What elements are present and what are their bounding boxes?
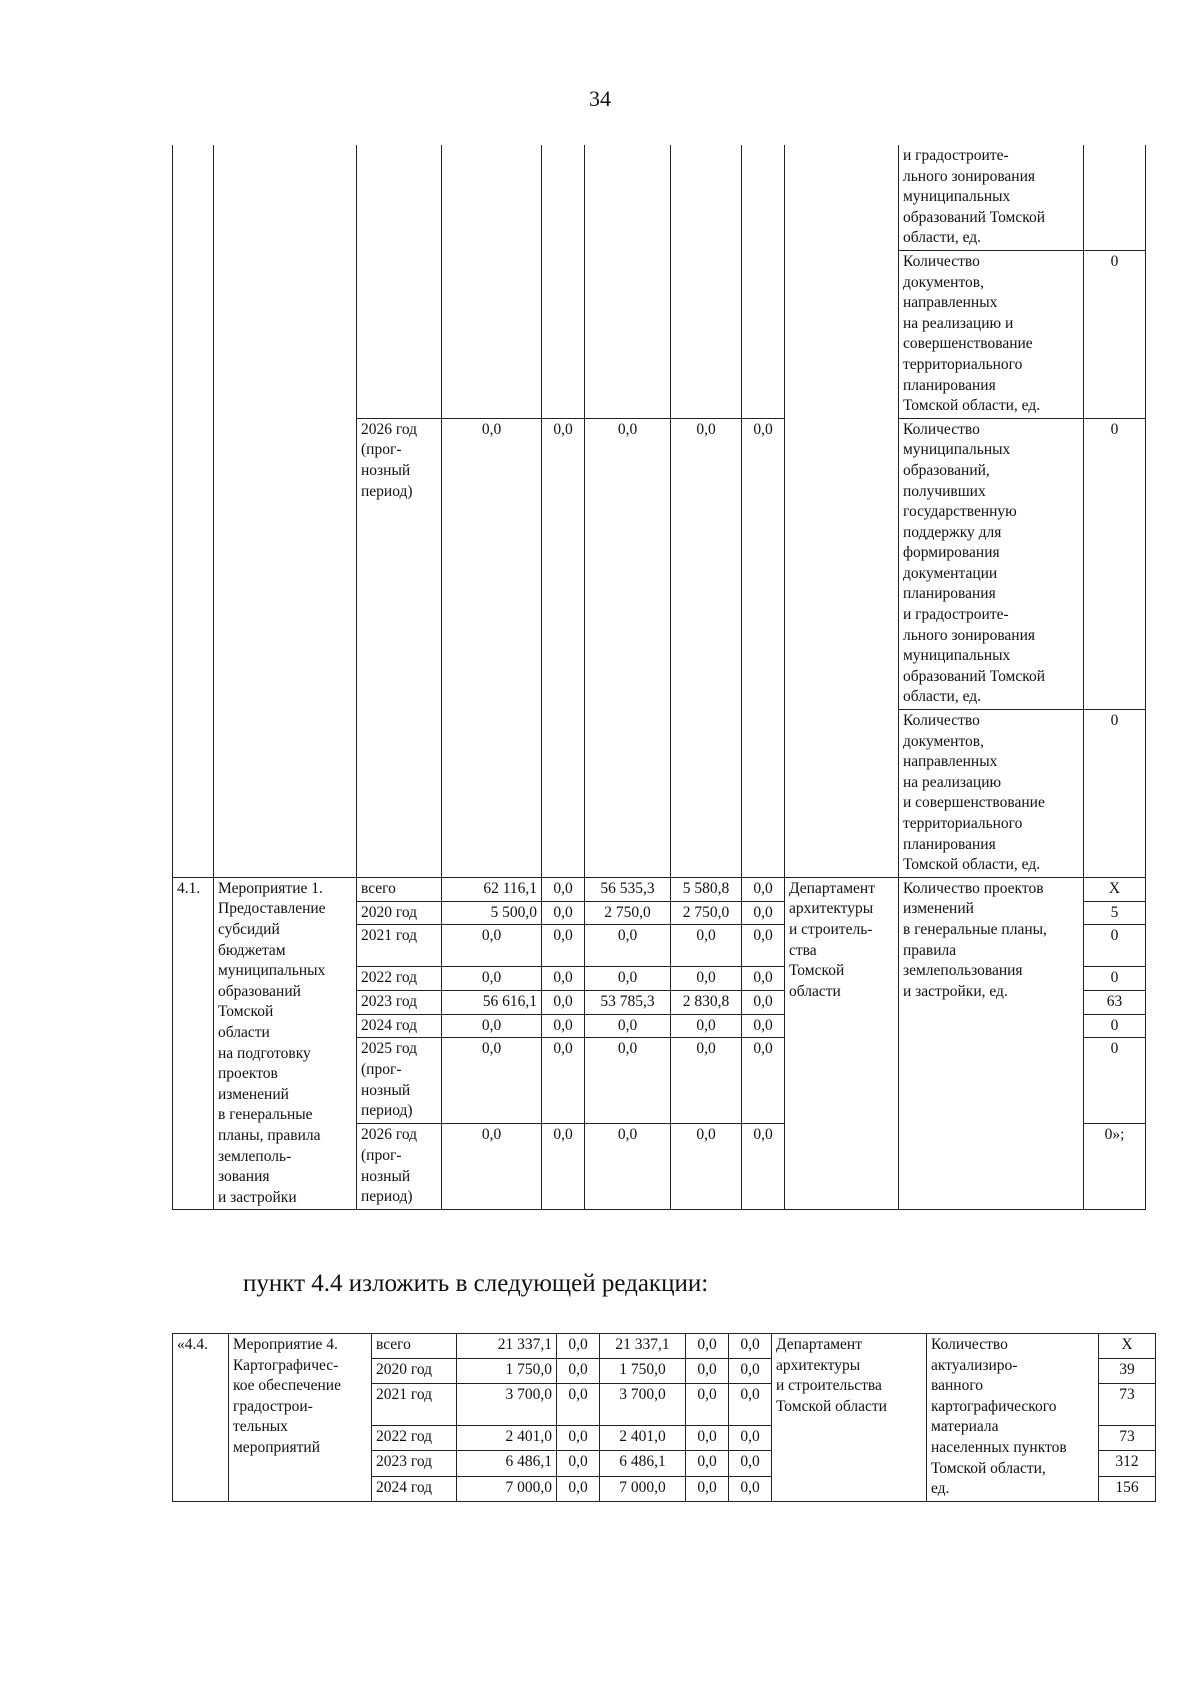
executor-cell [785,145,899,877]
year-label-cell: 2021 год [372,1384,457,1426]
local-cell: 5 580,8 [671,877,742,901]
other-cell: 0,0 [742,901,785,925]
indicator-value-cell [1084,145,1146,250]
federal-cell: 0,0 [557,1334,600,1359]
total-cell: 6 486,1 [457,1451,557,1476]
year-label-cell: 2022 год [357,967,442,991]
total-cell: 0,0 [442,1014,542,1038]
year-label-cell: всего [357,877,442,901]
item-number-cell [173,145,214,877]
target-cell: 0 [1084,1014,1146,1038]
indicator-value-cell: 0 [1084,250,1146,418]
local-cell: 0,0 [686,1476,729,1501]
target-cell: 63 [1084,990,1146,1014]
target-cell: 39 [1099,1359,1156,1384]
other-cell: 0,0 [729,1476,772,1501]
target-cell: 156 [1099,1476,1156,1501]
federal-cell: 0,0 [542,1124,585,1210]
year-label-cell: 2022 год [372,1426,457,1451]
item-number-cell: 4.1. [173,877,214,1210]
year-label-cell: 2023 год [357,990,442,1014]
total-cell: 1 750,0 [457,1359,557,1384]
local-cell: 0,0 [671,1014,742,1038]
regional-cell: 0,0 [585,1124,671,1210]
federal-cell: 0,0 [542,877,585,901]
federal-cell: 0,0 [542,1038,585,1124]
local-cell: 0,0 [686,1426,729,1451]
year-label-cell: 2020 год [372,1359,457,1384]
other-cell: 0,0 [742,1014,785,1038]
local-cell: 2 830,8 [671,990,742,1014]
page-number: 34 [589,86,611,111]
other-cell: 0,0 [742,1038,785,1124]
indicator-cell: Количество документов, направленных на реализацию и совершенствование территориального планирования Томской области, ед. [899,250,1084,418]
federal-cell: 0,0 [542,901,585,925]
amendment-instruction: пункт 4.4 изложить в следующей редакции: [243,1270,709,1297]
target-cell: 312 [1099,1451,1156,1476]
total-cell: 0,0 [442,1038,542,1124]
target-cell: 0»; [1084,1124,1146,1210]
other-cell: 0,0 [729,1426,772,1451]
regional-cell: 56 535,3 [585,877,671,901]
indicator-cell: Количество муниципальных образований, получивших государственную поддержку для формирования документации планирования и градостроите- льного зонирования муниципальных образований Томской области, ед. [899,418,1084,709]
total-cell: 56 616,1 [442,990,542,1014]
other-cell: 0,0 [742,990,785,1014]
target-cell: Х [1084,877,1146,901]
year-label-cell [357,145,442,418]
local-cell: 0,0 [671,1038,742,1124]
item-name-cell: Мероприятие 1. Предоставление субсидий бюджетам муниципальных образований Томской области на подготовку проектов изменений в генеральные планы, правила землеполь- зования и застройки [214,877,357,1210]
total-cell: 7 000,0 [457,1476,557,1501]
regional-cell: 1 750,0 [600,1359,686,1384]
other-cell: 0,0 [729,1334,772,1359]
indicator-value-cell: 0 [1084,710,1146,878]
year-label-cell: 2024 год [357,1014,442,1038]
local-cell: 0,0 [671,925,742,967]
local-cell: 0,0 [671,418,742,877]
year-label-cell: 2020 год [357,901,442,925]
indicator-value-cell: 0 [1084,418,1146,709]
total-cell: 0,0 [442,418,542,877]
federal-cell: 0,0 [557,1359,600,1384]
total-cell: 2 401,0 [457,1426,557,1451]
total-cell: 0,0 [442,925,542,967]
total-cell: 0,0 [442,1124,542,1210]
regional-cell: 2 401,0 [600,1426,686,1451]
local-cell: 0,0 [686,1451,729,1476]
local-cell: 0,0 [671,967,742,991]
federal-cell: 0,0 [557,1384,600,1426]
executor-cell: Департамент архитектуры и строительства Томской области [772,1334,927,1502]
regional-cell: 0,0 [585,1038,671,1124]
target-cell: 73 [1099,1426,1156,1451]
local-cell [671,145,742,418]
target-cell: 5 [1084,901,1146,925]
year-label-cell: 2024 год [372,1476,457,1501]
total-cell: 62 116,1 [442,877,542,901]
year-label-cell: всего [372,1334,457,1359]
federal-cell: 0,0 [557,1476,600,1501]
target-cell: 0 [1084,925,1146,967]
federal-cell [542,145,585,418]
item-name-cell [214,145,357,877]
local-cell: 0,0 [686,1359,729,1384]
federal-cell: 0,0 [557,1426,600,1451]
regional-cell: 0,0 [585,967,671,991]
other-cell: 0,0 [729,1359,772,1384]
local-cell: 0,0 [686,1384,729,1426]
table-row [173,145,1146,250]
federal-cell: 0,0 [542,1014,585,1038]
local-cell: 2 750,0 [671,901,742,925]
indicator-cell: Количество актуализиро- ванного картографического материала населенных пунктов Томской области, ед. [927,1334,1099,1502]
executor-cell: Департамент архитектуры и строитель- ства Томской области [785,877,899,1210]
regional-cell: 53 785,3 [585,990,671,1014]
target-cell: 73 [1099,1384,1156,1426]
target-cell: 0 [1084,967,1146,991]
local-cell: 0,0 [671,1124,742,1210]
federal-cell: 0,0 [542,990,585,1014]
regional-cell: 3 700,0 [600,1384,686,1426]
table-row [173,877,1146,901]
indicator-cell: Количество проектов изменений в генеральные планы, правила землепользования и застройки, ед. [899,877,1084,1210]
federal-cell: 0,0 [542,925,585,967]
regional-cell [585,145,671,418]
program-table-item-4-4 [172,1333,1156,1502]
regional-cell: 0,0 [585,1014,671,1038]
total-cell: 5 500,0 [442,901,542,925]
total-cell: 21 337,1 [457,1334,557,1359]
target-cell: 0 [1084,1038,1146,1124]
other-cell: 0,0 [742,877,785,901]
other-cell: 0,0 [742,1124,785,1210]
regional-cell: 7 000,0 [600,1476,686,1501]
year-label-cell: 2026 год (прог- нозный период) [357,418,442,877]
year-label-cell: 2021 год [357,925,442,967]
regional-cell: 0,0 [585,925,671,967]
total-cell: 0,0 [442,967,542,991]
local-cell: 0,0 [686,1334,729,1359]
indicator-cell: и градостроите- льного зонирования муниципальных образований Томской области, ед. [899,145,1084,250]
federal-cell: 0,0 [542,967,585,991]
regional-cell: 6 486,1 [600,1451,686,1476]
target-cell: Х [1099,1334,1156,1359]
regional-cell: 0,0 [585,418,671,877]
regional-cell: 21 337,1 [600,1334,686,1359]
other-cell: 0,0 [742,418,785,877]
total-cell [442,145,542,418]
program-table-continuation [172,145,1146,1210]
other-cell: 0,0 [742,967,785,991]
year-label-cell: 2023 год [372,1451,457,1476]
year-label-cell: 2025 год (прог- нозный период) [357,1038,442,1124]
other-cell [742,145,785,418]
item-number-cell: «4.4. [173,1334,229,1502]
table-row [173,1334,1156,1359]
regional-cell: 2 750,0 [585,901,671,925]
total-cell: 3 700,0 [457,1384,557,1426]
other-cell: 0,0 [742,925,785,967]
federal-cell: 0,0 [542,418,585,877]
federal-cell: 0,0 [557,1451,600,1476]
indicator-cell: Количество документов, направленных на реализацию и совершенствование территориального планирования Томской области, ед. [899,710,1084,878]
other-cell: 0,0 [729,1384,772,1426]
other-cell: 0,0 [729,1451,772,1476]
year-label-cell: 2026 год (прог- нозный период) [357,1124,442,1210]
item-name-cell: Мероприятие 4. Картографичес- кое обеспечение градострои- тельных мероприятий [229,1334,372,1502]
